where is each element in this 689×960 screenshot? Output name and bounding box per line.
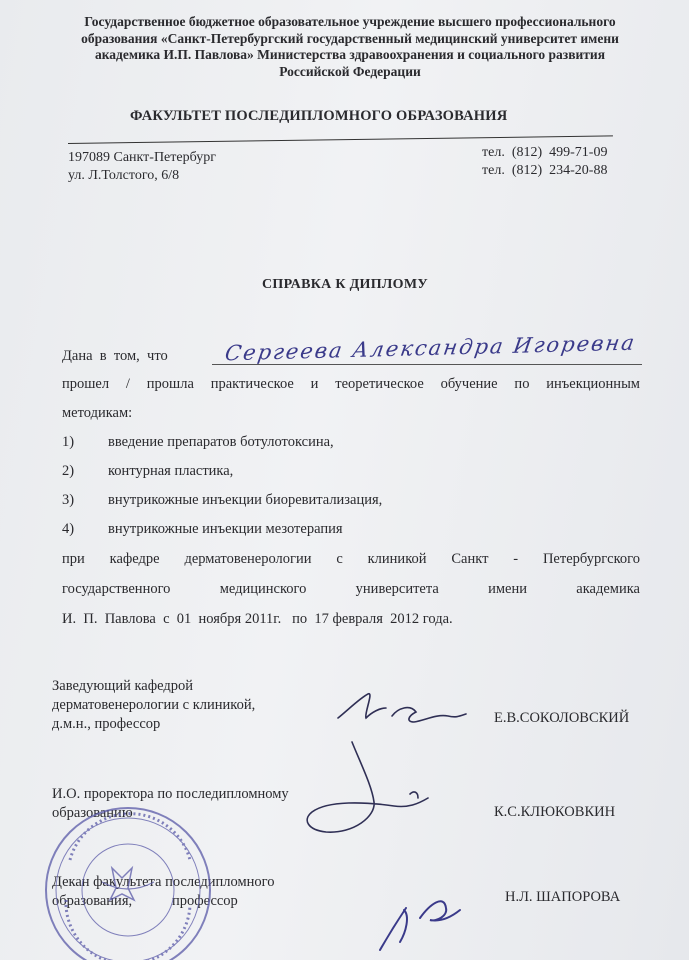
signature-vice: [307, 742, 428, 832]
vice-name: К.С.КЛЮКОВКИН: [494, 804, 616, 820]
institution-line-3: академика И.П. Павлова» Министерства здравоохранения и социального развития: [94, 47, 606, 62]
institution-header: [60, 14, 640, 80]
department-line-1: при кафедре дерматовенерологии с клиникой Санкт - Петербургского: [62, 551, 640, 567]
item-1-text: введение препаратов ботулотоксина,: [108, 434, 334, 450]
address-line-1: 197089 Санкт-Петербург: [68, 150, 216, 165]
header-divider: [68, 135, 613, 144]
dean-title-line-1: Декан факультета последипломного: [52, 874, 275, 890]
given-to-label: Дана в том, что: [62, 348, 168, 364]
passed-training-line: прошел / прошла практическое и теоретическое обучение по инъекционным: [62, 376, 640, 392]
signature-head: [338, 694, 466, 722]
document-title: СПРАВКА К ДИПЛОМУ: [262, 277, 428, 292]
department-line-3: И. П. Павлова с 01 ноября 2011г. по 17 февраля 2012 года.: [62, 611, 453, 627]
methods-label: методикам:: [62, 405, 133, 421]
signature-dean: [380, 901, 460, 950]
dean-name: Н.Л. ШАПОРОВА: [505, 889, 621, 905]
item-2-number: 2): [62, 463, 75, 479]
name-underline: [212, 364, 642, 365]
head-title-line-1: Заведующий кафедрой: [52, 678, 194, 694]
phone-2: тел. (812) 234-20-88: [482, 163, 608, 178]
item-4-text: внутрикожные инъекции мезотерапия: [108, 521, 343, 537]
vice-title-line-2: образованию: [52, 805, 133, 821]
item-3-number: 3): [62, 492, 75, 508]
phone-1: тел. (812) 499-71-09: [482, 145, 608, 160]
item-1-number: 1): [62, 434, 75, 450]
dean-title-line-2: образования, профессор: [52, 893, 238, 909]
recipient-name-handwritten: Сергеева Александра Игоревна: [223, 330, 638, 366]
institution-line-2: образования «Санкт-Петербургский государственный медицинский университет имени: [81, 30, 619, 46]
item-4-number: 4): [62, 521, 75, 537]
head-name: Е.В.СОКОЛОВСКИЙ: [494, 710, 630, 726]
faculty-title: ФАКУЛЬТЕТ ПОСЛЕДИПЛОМНОГО ОБРАЗОВАНИЯ: [130, 108, 508, 124]
address-line-2: ул. Л.Толстого, 6/8: [68, 168, 180, 183]
department-line-2: государственного медицинского университета имени академика: [62, 581, 640, 597]
institution-line-4: Российской Федерации: [279, 63, 421, 79]
head-title-line-3: д.м.н., профессор: [52, 716, 161, 732]
item-2-text: контурная пластика,: [108, 463, 234, 479]
vice-title-line-1: И.О. проректора по последипломному: [52, 786, 289, 802]
head-title-line-2: дерматовенерологии с клиникой,: [52, 697, 256, 713]
institution-line-1: Государственное бюджетное образовательное учреждение высшего профессионального: [84, 14, 616, 29]
item-3-text: внутрикожные инъекции биоревитализация,: [108, 492, 383, 508]
